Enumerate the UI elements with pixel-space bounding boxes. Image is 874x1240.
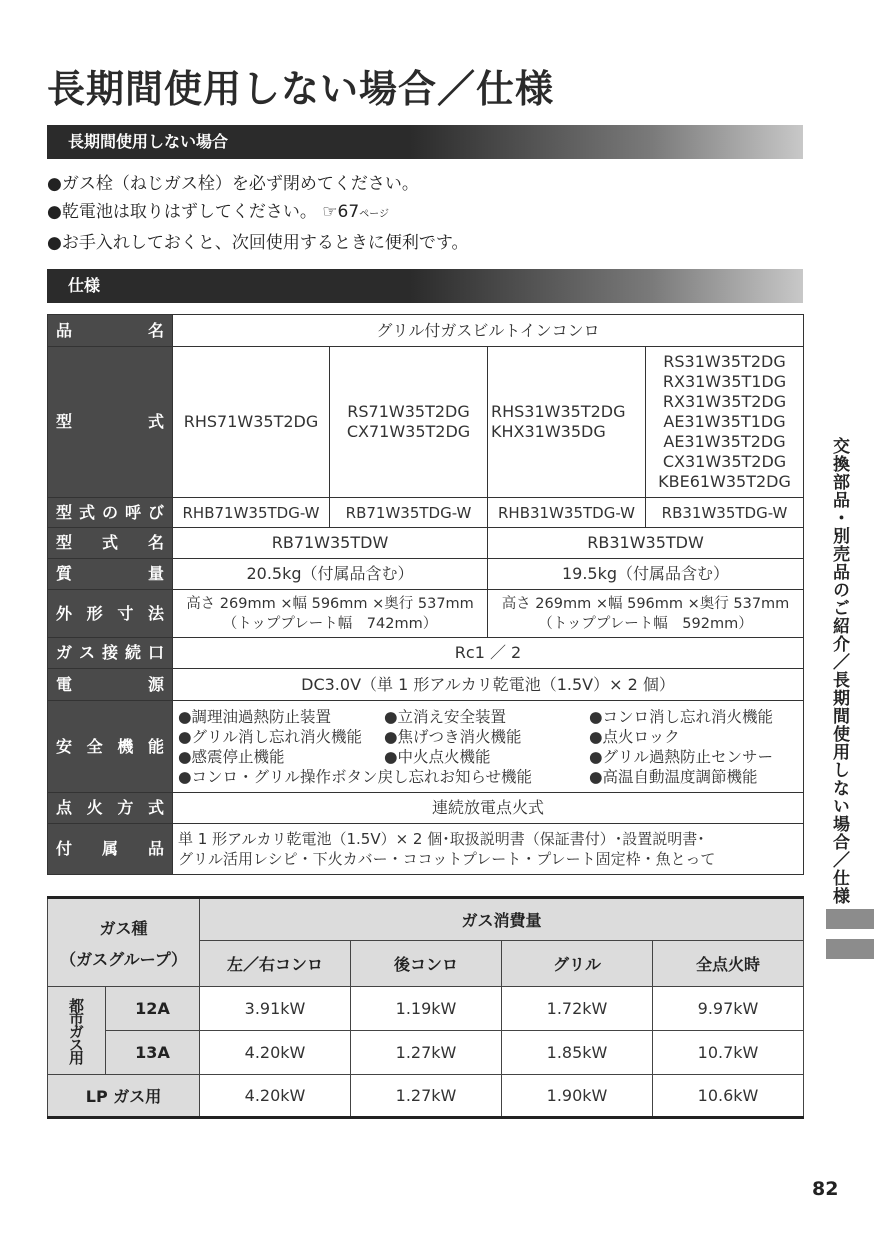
safety-item: ●高温自動温度調節機能 bbox=[589, 767, 758, 786]
label-char: 源 bbox=[147, 674, 164, 694]
page-title: 長期間使用しない場合／仕様 bbox=[47, 67, 555, 111]
weight-cell: 19.5kg（付属品含む） bbox=[488, 559, 804, 590]
spec-value: グリル付ガスビルトインコンロ bbox=[173, 315, 804, 347]
label-char: 式 bbox=[78, 502, 95, 522]
page-reference[interactable] bbox=[322, 202, 389, 222]
label-char: 接 bbox=[101, 643, 118, 662]
table-cell: 4.20kW bbox=[200, 1075, 351, 1118]
row-label bbox=[56, 839, 164, 859]
spec-row-setsuzoku bbox=[48, 638, 804, 669]
spec-row-sunpo bbox=[48, 590, 804, 638]
model-cell: RHS71W35T2DG bbox=[173, 347, 330, 498]
column-header: 全点火時 bbox=[653, 941, 804, 987]
spec-row-tenka bbox=[48, 793, 804, 824]
column-header: グリル bbox=[502, 941, 653, 987]
reference-page-number: 67 bbox=[337, 202, 360, 222]
spec-value: DC3.0V（単 1 形アルカリ乾電池（1.5V）× 2 個） bbox=[173, 669, 804, 701]
side-tab-marker bbox=[826, 909, 874, 929]
table-cell: 4.20kW bbox=[200, 1031, 351, 1075]
spec-row-katashiki bbox=[48, 347, 804, 498]
label-char: 口 bbox=[147, 643, 164, 662]
storage-bullets bbox=[47, 170, 468, 257]
section-heading-spec: 仕様 bbox=[47, 269, 803, 303]
gas-header-row bbox=[48, 898, 804, 941]
gas-name: 12A bbox=[106, 987, 200, 1031]
gas-consumption-table bbox=[47, 896, 804, 1119]
label-char: ス bbox=[78, 643, 95, 662]
safety-item: ●コンロ・グリル操作ボタン戻し忘れお知らせ機能 bbox=[178, 767, 533, 786]
side-tab-marker bbox=[826, 939, 874, 959]
label-char: 火 bbox=[86, 798, 103, 817]
label-char: 式 bbox=[147, 798, 164, 817]
pointing-hand-icon: ☞ bbox=[322, 202, 338, 222]
safety-item: ●コンロ消し忘れ消火機能 bbox=[589, 707, 774, 726]
bullet-item: ●ガス栓（ねじガス栓）を必ず閉めてください。 bbox=[47, 174, 419, 194]
label-char: 名 bbox=[147, 533, 164, 552]
table-cell: 10.6kW bbox=[653, 1075, 804, 1118]
weight-cell: 20.5kg（付属品含む） bbox=[173, 559, 488, 590]
row-label bbox=[56, 737, 164, 757]
bullet-text: ●乾電池は取りはずしてください。 bbox=[47, 202, 317, 222]
dimension-cell: 高さ 269mm ×幅 596mm ×奥行 537mm （トッププレート幅 742mm） bbox=[173, 590, 488, 638]
model-cell: RS31W35T2DG RX31W35T1DG RX31W35T2DG AE31W35T1DG AE31W35T2DG CX31W35T2DG KBE61W35T2DG bbox=[646, 347, 804, 498]
label-char: 方 bbox=[117, 798, 134, 817]
column-header: 後コンロ bbox=[351, 941, 502, 987]
safety-item: ●グリル消し忘れ消火機能 bbox=[178, 727, 363, 746]
yobi-cell: RB31W35TDG-W bbox=[646, 498, 804, 528]
gas-consumption-header: ガス消費量 bbox=[200, 898, 804, 941]
label-char: 属 bbox=[101, 839, 118, 858]
label-char: 式 bbox=[147, 412, 164, 431]
label-char: 付 bbox=[56, 839, 73, 858]
label-char: 外 bbox=[56, 603, 73, 623]
label-char: 名 bbox=[147, 320, 164, 340]
spec-row-fuzoku bbox=[48, 824, 804, 875]
bullet-item bbox=[47, 198, 468, 229]
katamei-cell: RB71W35TDW bbox=[173, 528, 488, 559]
spec-table bbox=[47, 314, 804, 875]
spec-row-katamei bbox=[48, 528, 804, 559]
label-char: 電 bbox=[56, 674, 73, 694]
label-char: 法 bbox=[147, 603, 164, 623]
label-char: 能 bbox=[147, 736, 164, 756]
label-char: 安 bbox=[56, 736, 73, 756]
label-char: 全 bbox=[86, 736, 103, 756]
table-cell: 9.97kW bbox=[653, 987, 804, 1031]
label-char: 品 bbox=[147, 839, 164, 858]
label-char: の bbox=[101, 502, 118, 522]
gas-name: 13A bbox=[106, 1031, 200, 1075]
label-char: 量 bbox=[147, 564, 164, 583]
label-char: 式 bbox=[101, 533, 118, 552]
yobi-cell: RB71W35TDG-W bbox=[330, 498, 488, 528]
spec-value: 単 1 形アルカリ乾電池（1.5V）× 2 個･取扱説明書（保証書付）･設置説明書･ グリル活用レシピ・下火カバー・ココットプレート・プレート固定枠・魚とって bbox=[173, 824, 804, 875]
section-heading-storage: 長期間使用しない場合 bbox=[47, 125, 803, 159]
bullet-item: ●お手入れしておくと、次回使用するときに便利です。 bbox=[47, 233, 469, 253]
spec-row-anzen bbox=[48, 701, 804, 793]
label-char: 型 bbox=[56, 533, 73, 552]
label-char: 型 bbox=[56, 412, 73, 431]
table-cell: 10.7kW bbox=[653, 1031, 804, 1075]
label-char: 形 bbox=[86, 603, 103, 623]
row-label bbox=[56, 798, 164, 818]
label-char: 点 bbox=[56, 798, 73, 817]
row-label bbox=[56, 321, 164, 341]
page-number: 82 bbox=[812, 1178, 839, 1200]
safety-item: ●調理油過熱防止装置 bbox=[178, 707, 332, 726]
label-char: 呼 bbox=[124, 502, 141, 522]
spec-row-shitsuryo bbox=[48, 559, 804, 590]
yobi-cell: RHB71W35TDG-W bbox=[173, 498, 330, 528]
table-cell: 1.72kW bbox=[502, 987, 653, 1031]
gas-type-header: ガス種 bbox=[99, 918, 148, 938]
table-cell: 1.19kW bbox=[351, 987, 502, 1031]
table-cell: 1.27kW bbox=[351, 1031, 502, 1075]
table-row bbox=[48, 987, 804, 1031]
row-label bbox=[56, 604, 164, 624]
city-gas-label: 都市ガス用 bbox=[67, 998, 85, 1063]
dimension-cell: 高さ 269mm ×幅 596mm ×奥行 537mm （トッププレート幅 592mm） bbox=[488, 590, 804, 638]
safety-item: ●点火ロック bbox=[589, 727, 680, 746]
row-label bbox=[56, 503, 164, 523]
label-char: 質 bbox=[56, 564, 73, 583]
table-cell: 1.27kW bbox=[351, 1075, 502, 1118]
spec-row-yobi bbox=[48, 498, 804, 528]
safety-item: ●グリル過熱防止センサー bbox=[589, 747, 774, 766]
reference-page-suffix: ページ bbox=[359, 209, 389, 220]
yobi-cell: RHB31W35TDG-W bbox=[488, 498, 646, 528]
table-cell: 1.90kW bbox=[502, 1075, 653, 1118]
model-cell: RS71W35T2DG CX71W35T2DG bbox=[330, 347, 488, 498]
label-char: 続 bbox=[124, 643, 141, 662]
spec-row-dengen bbox=[48, 669, 804, 701]
safety-item: ●立消え安全装置 bbox=[384, 707, 507, 726]
gas-group-header: （ガスグループ） bbox=[60, 949, 187, 969]
safety-item: ●感震停止機能 bbox=[178, 747, 285, 766]
column-header: 左／右コンロ bbox=[200, 941, 351, 987]
spec-value: 連続放電点火式 bbox=[173, 793, 804, 824]
model-cell: RHS31W35T2DG KHX31W35DG bbox=[488, 347, 646, 498]
spec-value: Rc1 ／ 2 bbox=[173, 638, 804, 669]
label-char: ガ bbox=[56, 643, 73, 662]
row-label bbox=[56, 643, 164, 663]
table-row bbox=[48, 1031, 804, 1075]
gas-name: LP ガス用 bbox=[48, 1075, 200, 1118]
table-cell: 3.91kW bbox=[200, 987, 351, 1031]
table-row bbox=[48, 1075, 804, 1118]
label-char: び bbox=[147, 502, 164, 522]
side-tab-label: 交換部品・別売品のご紹介／長期間使用しない場合／仕様 bbox=[829, 437, 849, 905]
safety-features bbox=[173, 707, 803, 787]
label-char: 機 bbox=[117, 736, 134, 756]
label-char: 品 bbox=[56, 320, 73, 340]
safety-item: ●焦げつき消火機能 bbox=[384, 727, 522, 746]
safety-item: ●中火点火機能 bbox=[384, 747, 491, 766]
table-cell: 1.85kW bbox=[502, 1031, 653, 1075]
spec-row-hinmei bbox=[48, 315, 804, 347]
row-label bbox=[56, 533, 164, 553]
row-label bbox=[56, 675, 164, 695]
row-label bbox=[56, 564, 164, 584]
katamei-cell: RB31W35TDW bbox=[488, 528, 804, 559]
label-char: 型 bbox=[56, 502, 73, 522]
row-label bbox=[56, 412, 164, 432]
label-char: 寸 bbox=[117, 603, 134, 623]
